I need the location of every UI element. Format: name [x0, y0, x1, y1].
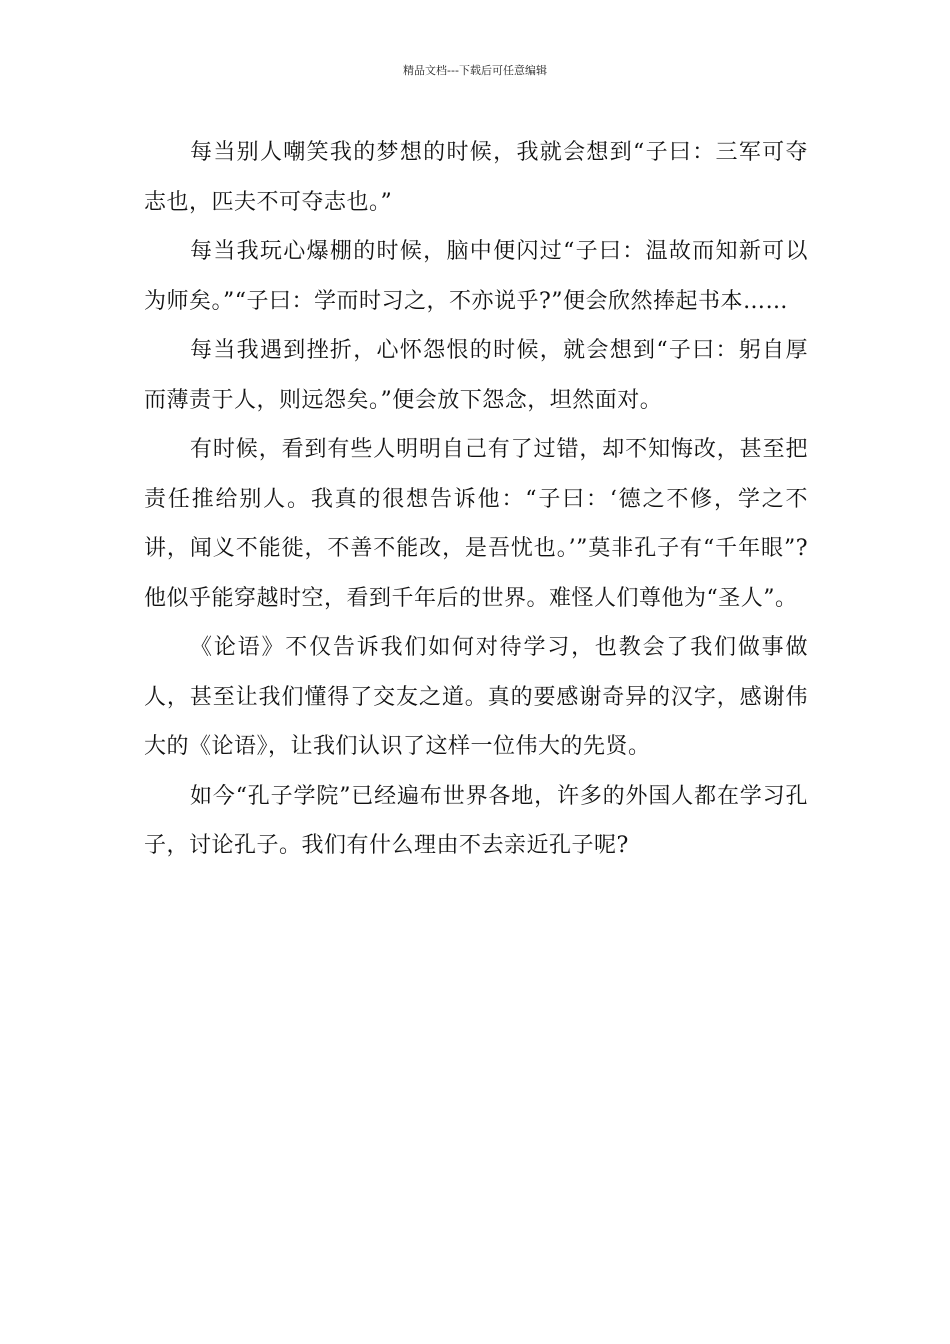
paragraph-2: 每当我玩心爆棚的时候，脑中便闪过“子曰：温故而知新可以为师矣。”“子曰：学而时习之，不亦说乎?”便会欣然捧起书本…… — [144, 239, 808, 314]
document-body — [144, 128, 808, 871]
paragraph-1: 每当别人嘲笑我的梦想的时候，我就会想到“子曰：三军可夺志也，匹夫不可夺志也。” — [144, 140, 808, 215]
paragraph-6: 如今“孔子学院”已经遍布世界各地，许多的外国人都在学习孔子，讨论孔子。我们有什么理由不去亲近孔子呢? — [144, 783, 808, 858]
paragraph-3: 每当我遇到挫折，心怀怨恨的时候，就会想到“子曰：躬自厚而薄责于人，则远怨矣。”便会放下怨念，坦然面对。 — [144, 338, 808, 413]
paragraph-5: 《论语》不仅告诉我们如何对待学习，也教会了我们做事做人，甚至让我们懂得了交友之道。真的要感谢奇异的汉字，感谢伟大的《论语》，让我们认识了这样一位伟大的先贤。 — [144, 635, 808, 759]
page-header: 精品文档---下载后可任意编辑 — [403, 64, 547, 77]
paragraph-4: 有时候，看到有些人明明自己有了过错，却不知悔改，甚至把责任推给别人。我真的很想告诉他：“子曰：‘德之不修，学之不讲，闻义不能徙，不善不能改，是吾忧也。’”莫非孔子有“千年眼”?他似乎能穿越时空，看到千年后的世界。难怪人们尊他为“圣人”。 — [144, 437, 808, 611]
